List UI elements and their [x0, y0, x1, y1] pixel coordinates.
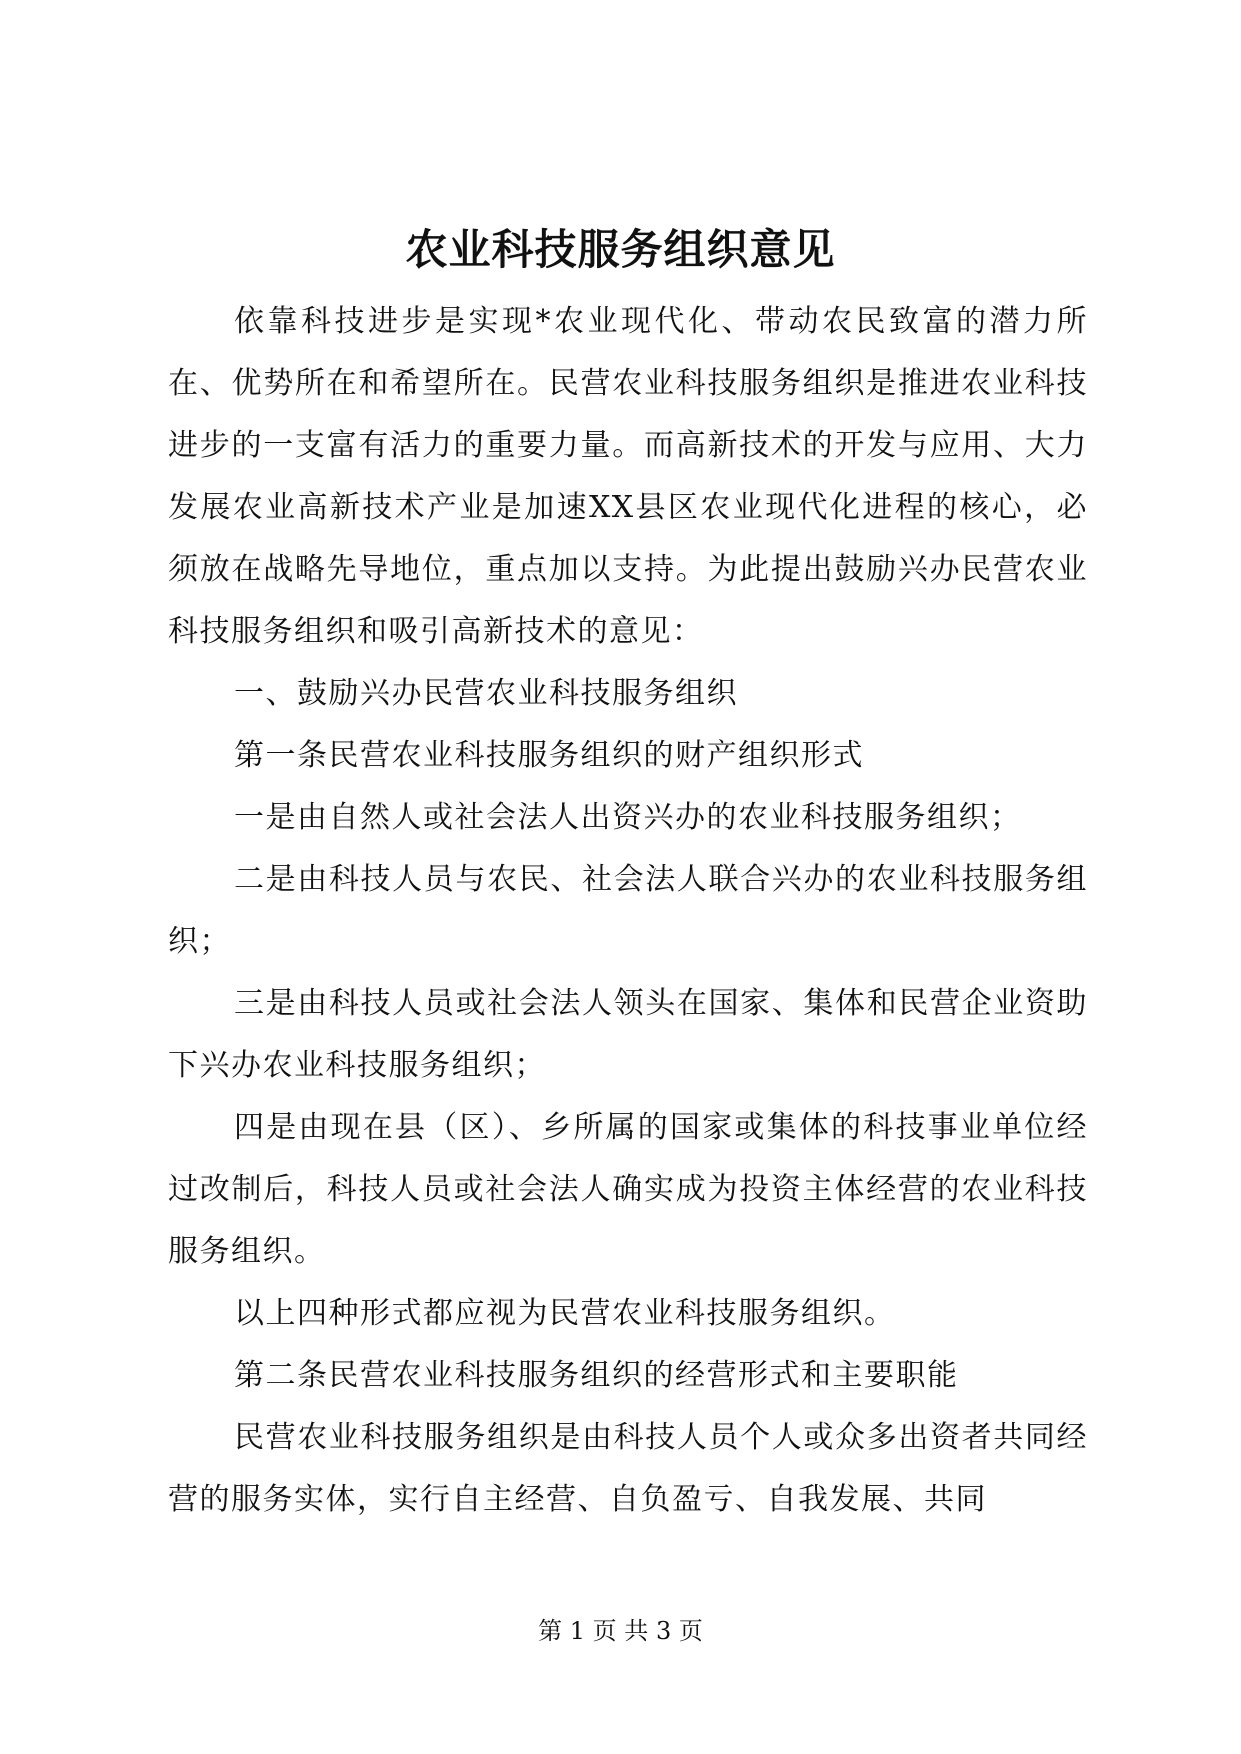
article-2-heading: 第二条民营农业科技服务组织的经营形式和主要职能: [234, 1358, 959, 1393]
section-heading-1: 一、鼓励兴办民营农业科技服务组织: [234, 676, 738, 711]
article-1-heading: 第一条民营农业科技服务组织的财产组织形式: [234, 738, 864, 773]
page-footer: 第 1 页 共 3 页: [538, 1617, 703, 1645]
document-body: [168, 291, 1088, 1531]
list-item-4: 四是由现在县（区）、乡所属的国家或集体的科技事业单位经过改制后，科技人员或社会法人确实成为投资主体经营的农业科技服务组织。: [168, 1110, 1088, 1269]
list-item-3: 三是由科技人员或社会法人领头在国家、集体和民营企业资助下兴办农业科技服务组织；: [168, 986, 1088, 1083]
paragraph-summary: 以上四种形式都应视为民营农业科技服务组织。: [234, 1296, 896, 1331]
list-item-2: 二是由科技人员与农民、社会法人联合兴办的农业科技服务组织；: [168, 862, 1088, 959]
paragraph-article-2: 民营农业科技服务组织是由科技人员个人或众多出资者共同经营的服务实体，实行自主经营、自负盈亏、自我发展、共同: [168, 1420, 1088, 1517]
list-item-1: 一是由自然人或社会法人出资兴办的农业科技服务组织；: [234, 800, 1022, 835]
paragraph-intro: 依靠科技进步是实现*农业现代化、带动农民致富的潜力所在、优势所在和希望所在。民营农业科技服务组织是推进农业科技进步的一支富有活力的重要力量。而高新技术的开发与应用、大力发展农业高新技术产业是加速XX县区农业现代化进程的核心，必须放在战略先导地位，重点加以支持。为此提出鼓励兴办民营农业科技服务组织和吸引高新技术的意见：: [168, 304, 1088, 649]
document-title: 农业科技服务组织意见: [405, 225, 836, 274]
